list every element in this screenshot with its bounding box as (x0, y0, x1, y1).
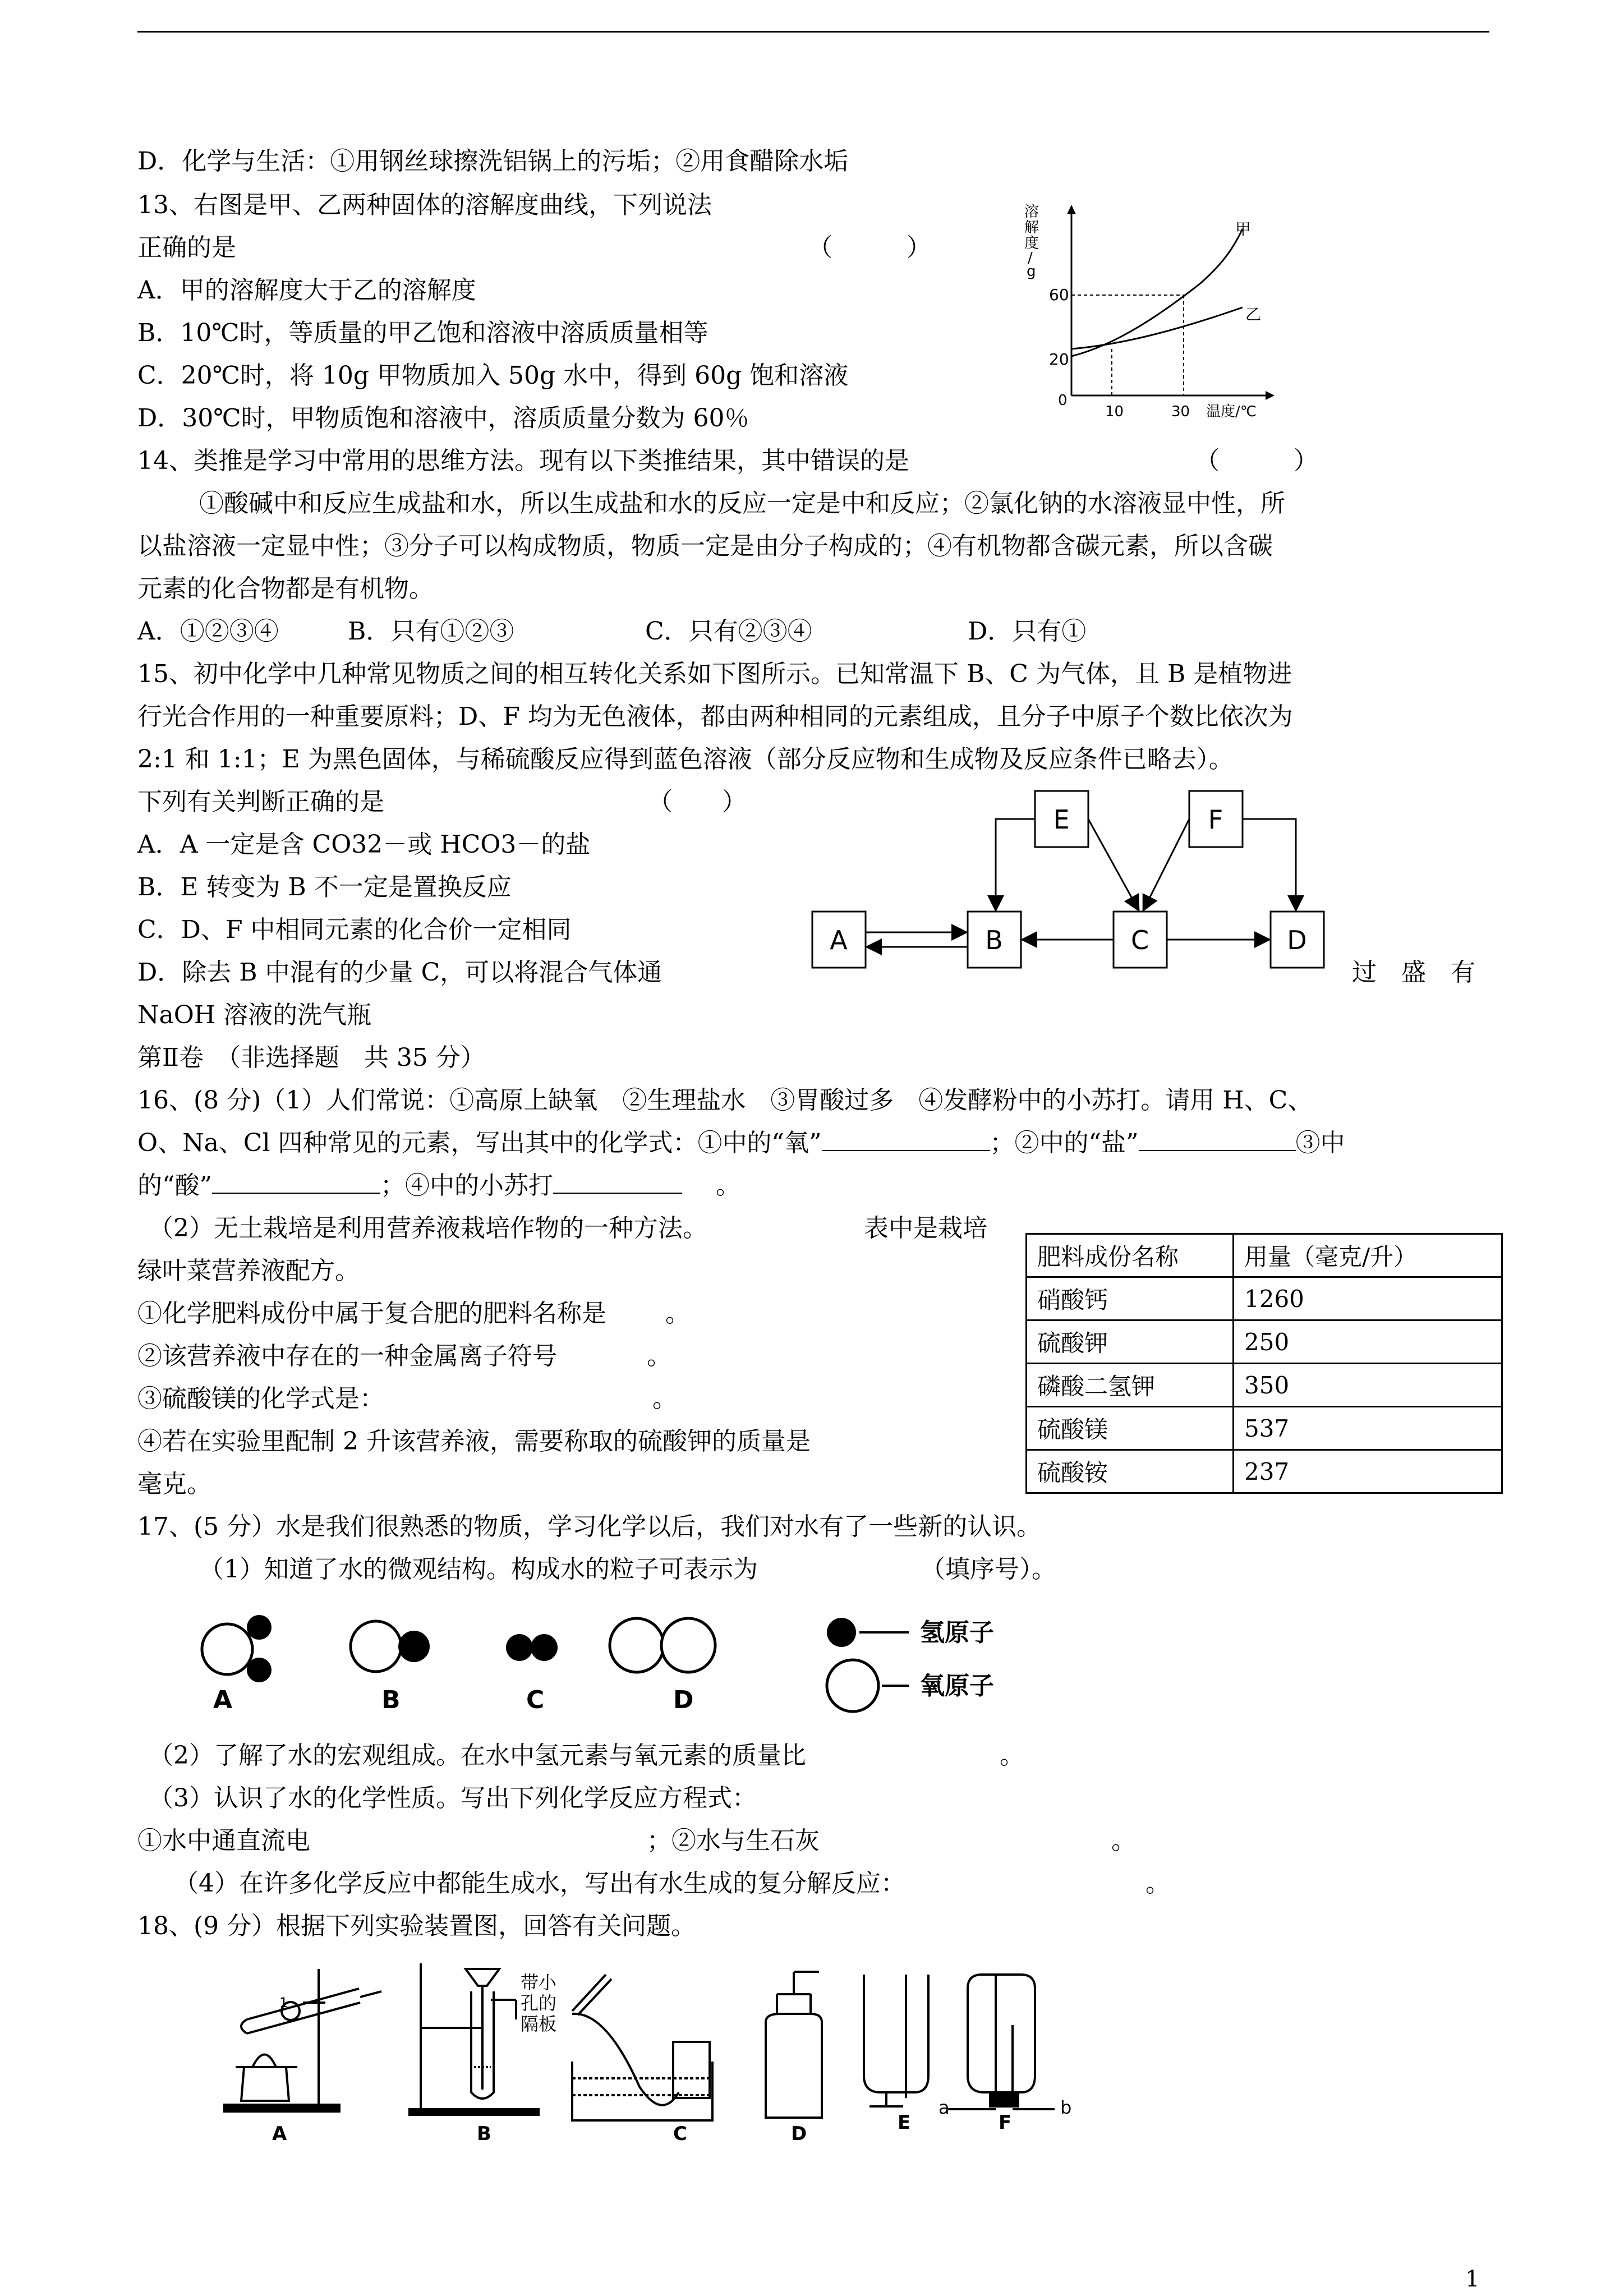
q13-option-a: A．甲的溶解度大于乙的溶解度 (137, 276, 476, 305)
q16-line-1: 16、(8 分)（1）人们常说：①高原上缺氧 ②生理盐水 ③胃酸过多 ④发酵粉中的小苏打。请用 H、C、 (137, 1086, 1313, 1115)
arrow-e-to-b (996, 819, 1035, 910)
table-header: 用量（毫克/升） (1234, 1234, 1502, 1277)
graph-ytick-60: 60 (1049, 286, 1069, 304)
apparatus-c (572, 1975, 712, 2120)
q16-part2-c: 绿叶菜营养液配方。 (137, 1257, 360, 1285)
relation-diagram (808, 788, 1346, 973)
q16-sub-3: ③硫酸镁的化学式是： 。 (137, 1384, 677, 1413)
q15-option-c: C．D、F 中相同元素的化合价一定相同 (137, 915, 572, 944)
model-b-label: B (381, 1686, 401, 1714)
apparatus-d (766, 1972, 822, 2118)
apparatus-a (224, 1969, 381, 2111)
curve-yi (1071, 307, 1243, 349)
curve-jia-label: 甲 (1235, 220, 1252, 238)
apparatus-f (948, 1975, 1055, 2109)
table-row (1027, 1450, 1502, 1493)
table-cell: 磷酸二氢钾 (1027, 1364, 1234, 1407)
apparatus-a-mark: 1 (279, 1995, 288, 2010)
table-cell: 硫酸钾 (1027, 1320, 1234, 1364)
q13-option-b: B．10℃时，等质量的甲乙饱和溶液中溶质质量相等 (137, 319, 709, 347)
apparatus-e-label: E (898, 2111, 911, 2134)
curve-yi-label: 乙 (1245, 305, 1262, 324)
node-a: A (830, 925, 848, 955)
model-a-label: A (213, 1686, 233, 1714)
apparatus-b-label: B (477, 2123, 491, 2143)
q14-stem: 14、类推是学习中常用的思维方法。现有以下类推结果，其中错误的是 (137, 447, 909, 475)
lab-apparatus (213, 1958, 1088, 2143)
q16-part2-b: 表中是栽培 (864, 1214, 987, 1243)
q14-answer-paren: （ ） (1195, 447, 1318, 475)
svg-text:溶: 溶 (1024, 204, 1039, 220)
table-row (1027, 1407, 1502, 1450)
svg-text:/: / (1028, 250, 1033, 266)
q13-stem-2: 正确的是 (137, 233, 236, 262)
q16-sub-1: ①化学肥料成份中属于复合肥的肥料名称是 。 (137, 1299, 690, 1328)
apparatus-d-label: D (791, 2123, 807, 2143)
q12-option-d: D．化学与生活：①用钢丝球擦洗铝锅上的污垢；②用食醋除水垢 (137, 147, 849, 176)
port-a-label: a (938, 2097, 950, 2118)
q14-body-2: 以盐溶液一定显中性；③分子可以构成物质，物质一定是由分子构成的；④有机物都含碳元素，所以含碳 (137, 532, 1273, 560)
graph-origin: 0 (1058, 392, 1068, 409)
board-label-2: 孔的 (521, 1993, 557, 2014)
graph-y-label (1024, 204, 1039, 280)
solubility-graph (1021, 202, 1335, 426)
model-a (202, 1615, 272, 1682)
table-row (1027, 1320, 1502, 1364)
q15-line-1: 15、初中化学中几种常见物质之间的相互转化关系如下图所示。已知常温下 B、C 为气体，且 B 是植物进 (137, 660, 1292, 688)
q14-option-c: C．只有②③④ (645, 617, 812, 646)
model-b (351, 1621, 430, 1672)
q15-option-d-2: NaOH 溶液的洗气瓶 (137, 1001, 372, 1029)
table-header: 肥料成份名称 (1027, 1234, 1234, 1277)
table-cell: 1260 (1234, 1277, 1502, 1320)
q15-line-4: 下列有关判断正确的是 (137, 788, 384, 816)
q15-line-3: 2:1 和 1:1；E 为黑色固体，与稀硫酸反应得到蓝色溶液（部分反应物和生成物及反应条件已略去）。 (137, 745, 1234, 774)
q15-option-d-tail: 过 盛 有 (1352, 958, 1475, 987)
q17-line-5: ①水中通直流电 ；②水与生石灰 。 (137, 1826, 1136, 1855)
table-cell: 250 (1234, 1320, 1502, 1364)
header-rule (137, 31, 1489, 33)
water-molecule-models (191, 1602, 1043, 1714)
node-b: B (985, 925, 1003, 955)
table-cell: 237 (1234, 1450, 1502, 1493)
graph-y-arrow (1067, 205, 1076, 214)
q17-line-1: 17、(5 分）水是我们很熟悉的物质，学习化学以后，我们对水有了一些新的认识。 (137, 1512, 1042, 1541)
q18-line-1: 18、(9 分）根据下列实验装置图，回答有关问题。 (137, 1912, 696, 1940)
graph-x-label: 温度/℃ (1206, 403, 1257, 420)
q17-line-3: （2）了解了水的宏观组成。在水中氢元素与氧元素的质量比 。 (149, 1741, 1024, 1770)
q14-option-d: D．只有① (968, 617, 1087, 646)
q15-line-2: 行光合作用的一种重要原料；D、F 均为无色液体，都由两种相同的元素组成，且分子中原子个数比依次为 (137, 702, 1293, 731)
q16-sub-4: ④若在实验里配制 2 升该营养液，需要称取的硫酸钾的质量是 (137, 1427, 811, 1456)
table-row (1027, 1364, 1502, 1407)
blank-baking-soda[interactable] (553, 1170, 682, 1194)
graph-ytick-20: 20 (1049, 350, 1069, 369)
arrow-f-to-d (1243, 819, 1296, 910)
table-cell: 硫酸铵 (1027, 1450, 1234, 1493)
table-row (1027, 1277, 1502, 1320)
q13-answer-paren: （ ） (808, 233, 931, 262)
q17-line-4: （3）认识了水的化学性质。写出下列化学反应方程式： (149, 1784, 757, 1812)
svg-text:氧原子: 氧原子 (920, 1672, 994, 1700)
model-c (506, 1634, 558, 1661)
q13-option-d: D．30℃时，甲物质饱和溶液中，溶质质量分数为 60％ (137, 404, 749, 432)
q17-line-6: （4）在许多化学反应中都能生成水，写出有水生成的复分解反应： 。 (174, 1869, 1170, 1898)
arrow-e-to-c (1088, 819, 1139, 910)
q13-option-c: C．20℃时，将 10g 甲物质加入 50g 水中，得到 60g 饱和溶液 (137, 361, 849, 390)
blank-salt[interactable] (1139, 1128, 1296, 1151)
table-cell: 硝酸钙 (1027, 1277, 1234, 1320)
arrow-f-to-c (1143, 819, 1189, 910)
q15-option-d-1: D．除去 B 中混有的少量 C，可以将混合气体通 (137, 958, 663, 987)
svg-text:解: 解 (1024, 219, 1039, 236)
fertilizer-table (1025, 1233, 1503, 1494)
table-header-row (1027, 1234, 1502, 1277)
port-b-label: b (1060, 2097, 1072, 2118)
apparatus-e (864, 1975, 928, 2106)
node-f: F (1208, 804, 1223, 835)
node-d: D (1287, 925, 1307, 955)
blank-oxygen[interactable] (822, 1128, 990, 1151)
q17-line-2: （1）知道了水的微观结构。构成水的粒子可表示为 （填序号）。 (199, 1555, 1056, 1584)
graph-xtick-30: 30 (1171, 403, 1190, 420)
legend-hydrogen (827, 1618, 994, 1647)
curve-jia (1071, 229, 1243, 356)
apparatus-c-label: C (673, 2123, 687, 2143)
q16-sub-4-unit: 毫克。 (137, 1470, 211, 1498)
apparatus-a-label: A (272, 2123, 287, 2143)
svg-text:g: g (1027, 263, 1036, 280)
apparatus-b (410, 1963, 539, 2115)
model-d-label: D (673, 1686, 694, 1714)
apparatus-f-label: F (999, 2111, 1012, 2134)
svg-text:度: 度 (1024, 235, 1039, 252)
table-cell: 537 (1234, 1407, 1502, 1450)
board-label-3: 隔板 (521, 2013, 557, 2035)
q14-option-b: B．只有①②③ (348, 617, 514, 646)
q13-stem: 13、右图是甲、乙两种固体的溶解度曲线，下列说法 (137, 191, 712, 219)
q15-option-b: B．E 转变为 B 不一定是置换反应 (137, 873, 512, 901)
model-d (610, 1618, 715, 1672)
q16-sub-2: ②该营养液中存在的一种金属离子符号 。 (137, 1342, 671, 1370)
q16-line-2: O、Na、Cl 四种常见的元素，写出其中的化学式：①中的“氧” ；②中的“盐” ③中 (137, 1129, 1345, 1157)
table-cell: 350 (1234, 1364, 1502, 1407)
graph-xtick-10: 10 (1105, 403, 1124, 420)
table-cell: 硫酸镁 (1027, 1407, 1234, 1450)
node-c: C (1130, 925, 1149, 955)
q14-body-1: ①酸碱中和反应生成盐和水，所以生成盐和水的反应一定是中和反应；②氯化钠的水溶液显中性，所 (199, 489, 1285, 518)
blank-acid[interactable] (212, 1170, 380, 1194)
legend-oxygen (827, 1660, 994, 1711)
q16-line-3: 的“酸” ；④中的小苏打 。 (137, 1171, 740, 1200)
model-c-label: C (526, 1686, 545, 1714)
q16-part2-a: （2）无土栽培是利用营养液栽培作物的一种方法。 (149, 1214, 707, 1243)
q14-body-3: 元素的化合物都是有机物。 (137, 574, 434, 603)
node-e: E (1053, 804, 1070, 835)
q14-option-a: A．①②③④ (137, 617, 279, 646)
graph-x-arrow (1266, 391, 1275, 400)
q15-option-a: A．A 一定是含 CO32－或 HCO3－的盐 (137, 830, 591, 859)
board-label-1: 带小 (521, 1972, 557, 1993)
page-number: 1 (1465, 2266, 1480, 2292)
part-2-heading: 第Ⅱ卷 （非选择题 共 35 分） (137, 1043, 485, 1072)
q15-answer-paren: （ ） (648, 788, 747, 816)
svg-text:氢原子: 氢原子 (920, 1618, 994, 1647)
